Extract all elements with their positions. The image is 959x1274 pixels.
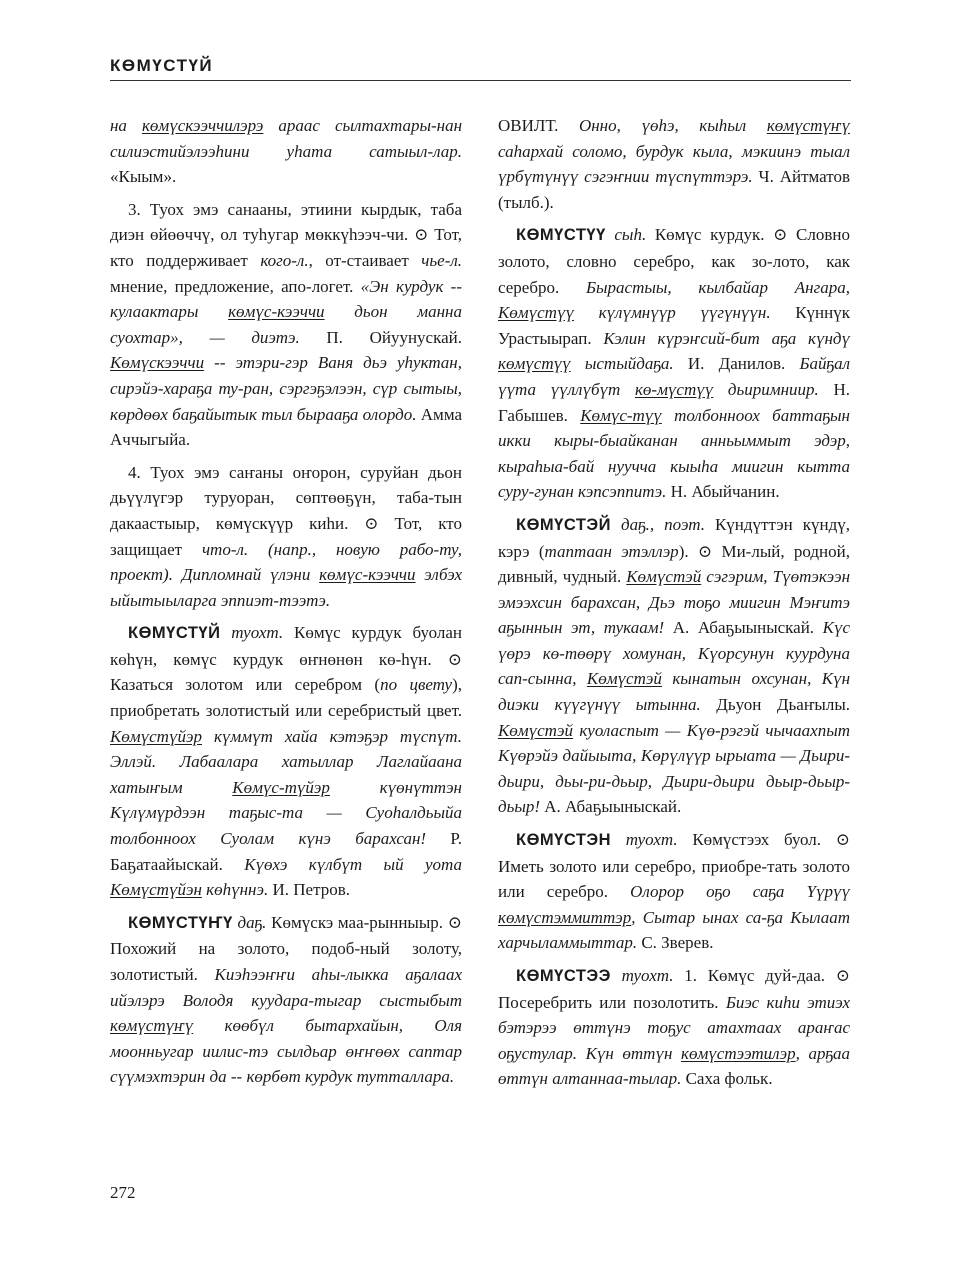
text: ОВИЛТ. — [498, 116, 579, 135]
example: көһүннэ. — [201, 880, 269, 900]
text: по цвету — [380, 675, 453, 695]
headword-usage: көмүстүҥү — [110, 1016, 194, 1036]
sense-4 — [110, 460, 462, 614]
entry-komusten — [498, 827, 850, 956]
example: Онно, үөһэ, кыһыл — [578, 116, 767, 135]
source: «Кыым». — [110, 167, 177, 187]
headword-usage: кө-мүстүү — [634, 379, 714, 399]
entry-komustungu — [110, 910, 462, 1090]
entry-continuation — [498, 113, 850, 215]
source: Саха фольк. — [681, 1069, 773, 1089]
right-column — [498, 113, 850, 1092]
example: Биэс киһи этиэх бэтэрээ өттүнэ тоҕус атахтаах араҥас оҕустулар. Күн өттүн — [498, 992, 851, 1063]
example: дьиримниир. — [713, 379, 819, 399]
entry-komustuy — [110, 620, 462, 903]
headword: КӨМҮСТҮҮ — [516, 226, 606, 245]
example: ыстыйдаҕа. — [570, 354, 674, 374]
pos-label: сыһ. — [605, 225, 647, 245]
headword: КӨМҮСТҮЙ — [128, 624, 221, 643]
entry-komustey — [498, 512, 850, 820]
example: күммүт хайа кэтэҕэр түспүт. Эллэй. Лабаалара хатыллар Лаглайаана хатыҥым — [110, 726, 462, 797]
text: мнение, предложение, апо-логет. — [110, 276, 361, 296]
source: И. Петров. — [268, 880, 350, 900]
source: А. Абаҕыыныскай. — [540, 797, 682, 817]
text: араас сылтахтары-нан силиэстийэлээһини уһата сатыыл-лар. — [110, 116, 463, 161]
text: 4. Туох эмэ саҥаны оҥорон, суруйан дьон дьүүлүгэр туруоран, сөптөөҕүн, таба-тын дакаастыыр, көмүскүүр киһи. ⊙ Тот, кто защищает — [110, 462, 462, 559]
headword-usage: көмүстэммиттэр — [498, 907, 632, 927]
left-column — [110, 113, 462, 1090]
source: А. Абаҕыыныскай. — [664, 618, 823, 638]
example: Кэлин күрэҥсий-бит аҕа күндү — [603, 328, 851, 348]
example: күлүмнүүр үүгүнүүн. — [573, 303, 771, 323]
example: «Эн курдук -- кулаактары — [110, 276, 463, 322]
pos-label: даҕ., поэт. — [611, 514, 705, 534]
entry-komustuu — [498, 222, 850, 505]
source: Ч. Айтматов (тылб.). — [498, 167, 850, 212]
example: Олорор оҕо саҕа Үүрүү — [630, 882, 850, 902]
text: на — [110, 116, 142, 135]
text: Көмүс курдук. ⊙ Словно золото, словно серебро, как зо-лото, как серебро. — [498, 225, 850, 297]
headword: КӨМҮСТЭН — [516, 831, 612, 850]
entry-continuation — [110, 113, 462, 190]
headword-usage: Көмүс-түү — [580, 405, 662, 425]
headword-usage: Көмүстэй — [586, 669, 662, 689]
headword-usage: көмүс-кээччи — [319, 565, 416, 585]
text: Көмүстээх буол. ⊙ Иметь золото или серебро, приобре-тать золото или серебро. — [498, 830, 850, 902]
headword-usage: көмүстүү — [498, 354, 571, 374]
example: , Сытар ынах са-ҕа Кылаат харчыламмыттар. — [498, 907, 850, 953]
example: саһархай соломо, бурдук кыла, мэкиинэ тыал үрбүтүнүү сэгэҥнии түспүттэрэ. — [498, 141, 850, 187]
page-number: 272 — [110, 1183, 136, 1202]
text: Көмүскэ маа-рынныыр. ⊙ Похожий на золото, подоб-ный золоту, золотистый. — [110, 912, 462, 984]
source: П. Ойуунускай. — [299, 327, 462, 347]
text: ), приобретать золотистый или серебристый цвет. — [110, 675, 462, 721]
example: толбонноох баттаҕын икки кыры-быайканан анньыммыт эдэр, кыраһыа-бай нууччa кыыһа миигин кытта суру-гунан кэпсэппитэ. — [498, 405, 850, 502]
example: куоласпыт — Күө-рэгэй чычаахпыт Күөрэйэ дайыыта, Көрүлүүр ырыата — Дьири-дьири, дьы-ри-дьыр, Дьири-дьири дьыр-дьыр-дьыр! — [498, 720, 850, 817]
headword: КӨМҮСТҮҤҮ — [128, 913, 233, 932]
text: таптаан этэллэр — [544, 541, 679, 561]
pos-label: туохт. — [611, 830, 678, 850]
example: Күөхэ күлбүт ый уота — [244, 854, 462, 874]
header-rule — [110, 80, 851, 81]
text: 3. Туох эмэ санааны, этиини кырдык, таба диэн өйөөччү, ол туһугар мөккүһээч-чи. ⊙ Тот, кто поддерживает — [110, 199, 462, 270]
headword-usage: Көмүстэй — [498, 720, 573, 740]
headword-usage: Көмүстэй — [626, 567, 702, 587]
sense-3 — [110, 197, 462, 453]
example: Быpастыы, кылбайар Ангара, — [586, 277, 850, 297]
pos-label: даҕ. — [232, 912, 267, 932]
text: кого-л. — [260, 250, 309, 270]
source: Н. Габышев. — [498, 379, 851, 425]
example: дьон манна суохтар», — диэтэ. — [110, 302, 462, 347]
headword-usage: Көмүстүйэр — [110, 726, 202, 746]
headword-usage: Көмүстүйэн — [110, 880, 202, 900]
source: Н. Абыйчанин. — [666, 482, 780, 502]
headword-usage: көмүс-кээччи — [228, 302, 325, 322]
source: С. Зверев. — [637, 933, 714, 953]
headword-usage: көмүстээтилэр — [681, 1043, 796, 1063]
source: Амма Аччыгыйа. — [110, 404, 462, 450]
source: Дьуон Дьаҥылы. — [700, 695, 850, 715]
example: кынатын охсунан, Күн диэки күүгүнүү ытынна. — [498, 669, 851, 715]
headword-usage: Көмүс-түйэр — [232, 777, 330, 797]
example: , арҕаа өттүн алтаннаа-тылар. — [498, 1043, 850, 1089]
entry-komustee — [498, 963, 850, 1092]
example: сэгэрим, Түөтэкээн эмээхсин барахсан, Дьэ тоҕо миигин Мэҥитэ аҕыннын эт, тукаам! — [498, 567, 850, 638]
text: 1. Көмүс дуй-даа. ⊙ Посеребрить или позолотить. — [498, 966, 850, 1012]
headword-usage: Көмүстүү — [498, 303, 574, 323]
text: чье-л. — [421, 250, 463, 270]
example: Күс үөрэ кө-төөрү хомунан, Күорсунун куурдуна сап-сынна, — [498, 618, 850, 689]
headword: КӨМҮСТЭЙ — [516, 515, 612, 534]
headword: КӨМҮСТЭЭ — [516, 967, 611, 985]
example: Дипломнай үлэни — [172, 565, 320, 585]
example: элбэх ыйытыыларга эппиэт-тээтэ. — [110, 565, 462, 610]
text: Күндүттэн күндү, кэрэ ( — [498, 514, 850, 561]
running-head: КӨМҮСТҮЙ — [110, 56, 214, 75]
example: Киэһээҥҥи аһы-лыкка аҕалаах ийэлэрэ Володя куударa-тыгар сыстыбыт — [110, 965, 463, 1010]
example: күөнүттэн Күлүмүрдээн таҕыс-та — Суоһалдьыйа толбонноох Суолам күнэ барахсан! — [110, 777, 462, 849]
example: -- этэри-гэр Ваня дьэ уһуктан, сирэйэ-хараҕа ту-ран, сэргэҕэлээн, сүр сытыы, көрдөөх баҕайытык тыл бырааҕа олордо. — [110, 353, 462, 424]
headword-usage: Көмүскээччи — [110, 353, 205, 373]
text: Көмүс курдук буолан көһүн, көмүс курдук өҥнөнөн кө-һүн. ⊙ Казаться золотом или серебром ( — [110, 623, 462, 695]
source: И. Данилов. — [673, 354, 800, 374]
source: Күннүк Урастыырап. — [498, 303, 850, 348]
headword-usage: көмүстүҥү — [766, 116, 851, 135]
text: что-л. (напр., новую рабо-ту, проект). — [110, 539, 462, 585]
pos-label: туохт. — [220, 623, 284, 643]
headword-usage: көмүскээччилэрэ — [141, 116, 264, 135]
example: Байҕал үүта үүллүбүт — [498, 354, 850, 399]
pos-label: туохт. — [610, 966, 674, 985]
text: ). ⊙ Ми-лый, родной, дивный, чудный. — [498, 541, 851, 587]
source: Р. Баҕатаайыскай. — [110, 829, 462, 874]
text: , от-стаивает — [308, 250, 422, 270]
example: көөбүл бытархайын, Оля моонньугар иилис-тэ сылдьар өҥҥөөх саптар сүүмэхтэрин да -- көрбөт курдук тутталлара. — [110, 1016, 462, 1087]
